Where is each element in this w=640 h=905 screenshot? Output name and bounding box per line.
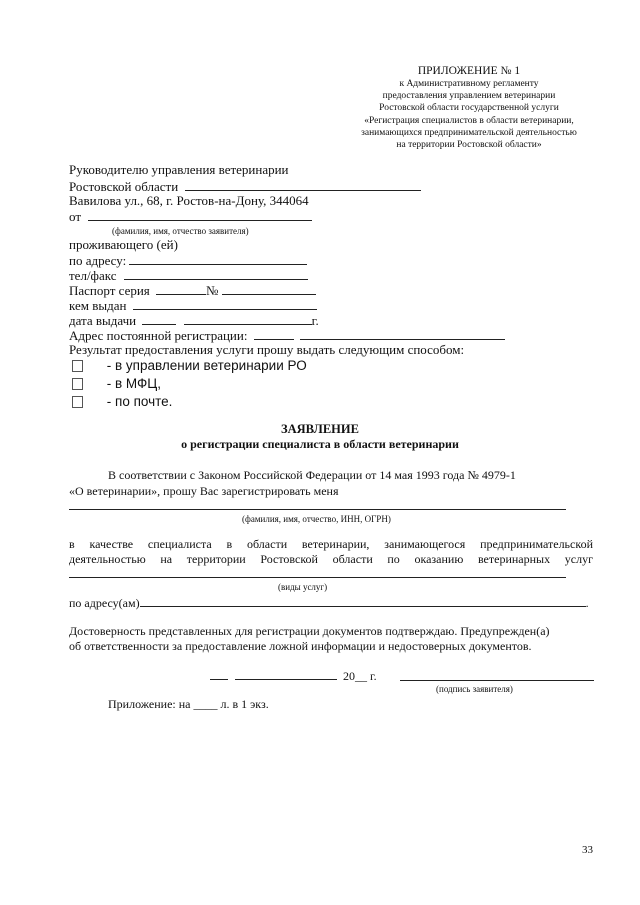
attachment-line: Приложение: на ____ л. в 1 экз.: [108, 697, 269, 711]
from-row: [69, 209, 312, 225]
option-vet-office[interactable]: [72, 358, 307, 373]
appendix-header: [340, 64, 598, 151]
residing-label: проживающего (ей): [69, 237, 178, 252]
issue-date-field[interactable]: [184, 313, 312, 325]
date-day-field[interactable]: [210, 668, 228, 680]
addresses-row: [69, 595, 589, 611]
address-row: [69, 253, 307, 269]
result-label: Результат предоставления услуги прошу выдать следующим способом:: [69, 342, 465, 357]
option-label: - в управлении ветеринарии РО: [106, 358, 307, 373]
statement-subtitle: о регистрации специалиста в области ветеринарии: [181, 437, 459, 451]
issue-date-day-field[interactable]: [142, 313, 176, 325]
checkbox[interactable]: [72, 396, 83, 408]
address-label: по адресу:: [69, 253, 127, 268]
issue-date-suffix: г.: [311, 313, 319, 328]
para1-line1: В соответствии с Законом Российской Федерации от 14 мая 1993 года № 4979-1: [108, 468, 516, 482]
passport-series-label: Паспорт серия: [69, 283, 150, 298]
addressee-region: Ростовской области: [69, 179, 179, 194]
permanent-reg-field-2[interactable]: [300, 328, 505, 340]
name-inn-ogrn-field[interactable]: [69, 509, 566, 510]
addresses-end: .: [585, 596, 589, 610]
checkbox[interactable]: [72, 378, 83, 390]
phone-field[interactable]: [124, 268, 308, 280]
option-label: - по почте.: [106, 394, 173, 409]
issue-date-label: дата выдачи: [69, 313, 137, 328]
permanent-reg-label: Адрес постоянной регистрации:: [69, 328, 248, 343]
phone-label: тел/факс: [69, 268, 117, 283]
appendix-line: занимающихся предпринимательской деятельностью: [361, 127, 577, 138]
appendix-line: к Административному регламенту: [399, 79, 539, 89]
option-label: - в МФЦ,: [106, 376, 162, 391]
option-post[interactable]: [72, 394, 172, 409]
para1-line2: «О ветеринарии», прошу Вас зарегистрировать меня: [69, 484, 339, 498]
phone-row: [69, 268, 308, 284]
address-field[interactable]: [129, 253, 307, 265]
signature-caption: (подпись заявителя): [436, 684, 513, 694]
applicant-name-field[interactable]: [88, 209, 312, 221]
addressee-line-1: Руководителю управления ветеринарии: [69, 162, 289, 177]
passport-row: [69, 283, 316, 299]
addressee-blank[interactable]: [185, 179, 421, 191]
para2-line2: деятельностью на территории Ростовской области по оказанию ветеринарных услуг: [69, 552, 593, 566]
appendix-line: Ростовской области государственной услуги: [379, 103, 559, 114]
services-field[interactable]: [69, 577, 566, 578]
statement-title: ЗАЯВЛЕНИЕ: [281, 422, 359, 436]
passport-number-field[interactable]: [222, 283, 316, 295]
permanent-reg-field-1[interactable]: [254, 328, 294, 340]
appendix-title: ПРИЛОЖЕНИЕ № 1: [417, 65, 521, 77]
page-number: 33: [582, 844, 593, 856]
issued-by-label: кем выдан: [69, 298, 127, 313]
addressee-line-3: Вавилова ул., 68, г. Ростов-на-Дону, 344064: [69, 193, 309, 208]
para2-line1: в качестве специалиста в области ветеринарии, занимающегося предпринимательской: [69, 537, 593, 551]
name-inn-ogrn-caption: (фамилия, имя, отчество, ИНН, ОГРН): [242, 514, 391, 524]
from-caption: (фамилия, имя, отчество заявителя): [112, 226, 249, 236]
passport-series-field[interactable]: [156, 283, 206, 295]
addresses-label: по адресу(ам): [69, 596, 140, 610]
confirm-line1: Достоверность представленных для регистрации документов подтверждаю. Предупрежден(а): [69, 624, 550, 638]
checkbox[interactable]: [72, 360, 83, 372]
appendix-line: предоставления управлением ветеринарии: [382, 91, 556, 102]
signature-field[interactable]: [400, 680, 594, 681]
date-month-field[interactable]: [235, 668, 337, 680]
from-label: от: [69, 209, 82, 224]
services-caption: (виды услуг): [278, 582, 328, 592]
issue-date-row: [69, 313, 319, 329]
addresses-field-1[interactable]: [140, 595, 224, 607]
issued-by-field[interactable]: [133, 298, 317, 310]
appendix-line: «Регистрация специалистов в области ветеринарии,: [364, 115, 574, 126]
addresses-field-2[interactable]: [224, 595, 586, 607]
option-mfc[interactable]: [72, 376, 161, 391]
date-row: [210, 668, 377, 684]
confirm-line2: об ответственности за предоставление ложной информации и недостоверных документов.: [69, 639, 532, 653]
passport-number-label: №: [206, 283, 219, 298]
date-year: 20__ г.: [343, 669, 377, 683]
issued-by-row: [69, 298, 317, 314]
appendix-line: на территории Ростовской области»: [396, 140, 542, 151]
